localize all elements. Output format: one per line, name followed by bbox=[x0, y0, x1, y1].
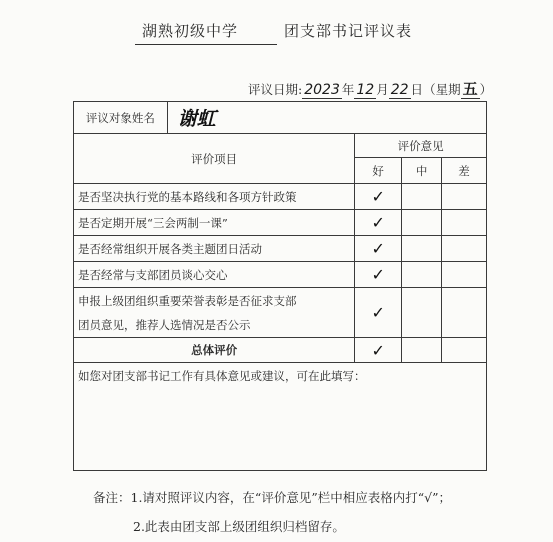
date-weekday[interactable]: 五 bbox=[462, 80, 478, 98]
year-unit: 年 bbox=[341, 82, 355, 97]
overall-row bbox=[74, 338, 487, 363]
name-value[interactable]: 谢虹 bbox=[167, 102, 486, 134]
grade-poor-cell[interactable] bbox=[442, 262, 487, 288]
grade-poor-cell[interactable] bbox=[442, 288, 487, 338]
item-text-line1: 申报上级团组织重要荣誉表彰是否征求支部 bbox=[78, 293, 297, 308]
header-row bbox=[74, 134, 487, 158]
grade-poor-header: 差 bbox=[442, 158, 487, 184]
grade-good-header: 好 bbox=[355, 158, 402, 184]
note-line-2: 2.此表由团支部上级团组织归档留存。 bbox=[133, 519, 345, 534]
check-mark-icon[interactable]: ✓ bbox=[355, 184, 402, 210]
table-row bbox=[74, 236, 487, 262]
grade-medium-cell[interactable] bbox=[402, 262, 442, 288]
week-suffix: ） bbox=[479, 82, 493, 97]
item-text: 是否定期开展“三会两制一课” bbox=[74, 210, 355, 236]
item-text: 是否经常组织开展各类主题团日活动 bbox=[74, 236, 355, 262]
table-row bbox=[74, 288, 487, 338]
month-unit: 月 bbox=[376, 82, 389, 97]
item-text-line2: 团员意见，推荐人选情况是否公示 bbox=[78, 317, 251, 332]
comment-label: 如您对团支部书记工作有具体意见或建议，可在此填写： bbox=[78, 369, 366, 383]
name-label: 评议对象姓名 bbox=[74, 102, 168, 134]
comment-row bbox=[74, 363, 487, 471]
table-row bbox=[74, 184, 487, 210]
check-mark-icon[interactable]: ✓ bbox=[355, 262, 402, 288]
grade-poor-cell[interactable] bbox=[442, 184, 487, 210]
check-mark-icon[interactable]: ✓ bbox=[355, 210, 402, 236]
date-month[interactable]: 12 bbox=[356, 82, 375, 98]
school-name: 湖熟初级中学 bbox=[142, 22, 239, 40]
note-line-1: 备注：1.请对照评议内容，在“评价意见”栏中相应表格内打“√”； bbox=[93, 490, 451, 505]
grade-medium-cell[interactable] bbox=[402, 236, 442, 262]
check-mark-icon[interactable]: ✓ bbox=[355, 338, 402, 363]
date-day[interactable]: 22 bbox=[390, 82, 409, 98]
day-unit: 日 bbox=[410, 82, 424, 97]
items-header: 评价项目 bbox=[74, 134, 355, 184]
grade-poor-cell[interactable] bbox=[442, 210, 487, 236]
form-title bbox=[0, 20, 553, 50]
comment-area[interactable] bbox=[74, 363, 487, 471]
evaluation-date bbox=[248, 78, 492, 99]
table-row bbox=[74, 262, 487, 288]
item-text: 是否经常与支部团员谈心交心 bbox=[74, 262, 355, 288]
grade-poor-cell[interactable] bbox=[442, 236, 487, 262]
school-underline bbox=[135, 44, 277, 45]
form-name: 团支部书记评议表 bbox=[284, 22, 413, 40]
date-label: 评议日期: bbox=[248, 82, 303, 97]
date-year[interactable]: 2023 bbox=[304, 82, 340, 98]
table-row bbox=[74, 210, 487, 236]
grade-medium-header: 中 bbox=[402, 158, 442, 184]
opinion-header: 评价意见 bbox=[355, 134, 487, 158]
grade-medium-cell[interactable] bbox=[402, 338, 442, 363]
grade-medium-cell[interactable] bbox=[402, 184, 442, 210]
item-text bbox=[74, 288, 355, 338]
name-row bbox=[74, 102, 487, 134]
grade-medium-cell[interactable] bbox=[402, 210, 442, 236]
grade-medium-cell[interactable] bbox=[402, 288, 442, 338]
week-prefix: （星期 bbox=[423, 82, 461, 97]
check-mark-icon[interactable]: ✓ bbox=[355, 288, 402, 338]
item-text: 是否坚决执行党的基本路线和各项方针政策 bbox=[74, 184, 355, 210]
evaluation-table bbox=[73, 101, 487, 471]
grade-poor-cell[interactable] bbox=[442, 338, 487, 363]
overall-label: 总体评价 bbox=[74, 338, 355, 363]
check-mark-icon[interactable]: ✓ bbox=[355, 236, 402, 262]
